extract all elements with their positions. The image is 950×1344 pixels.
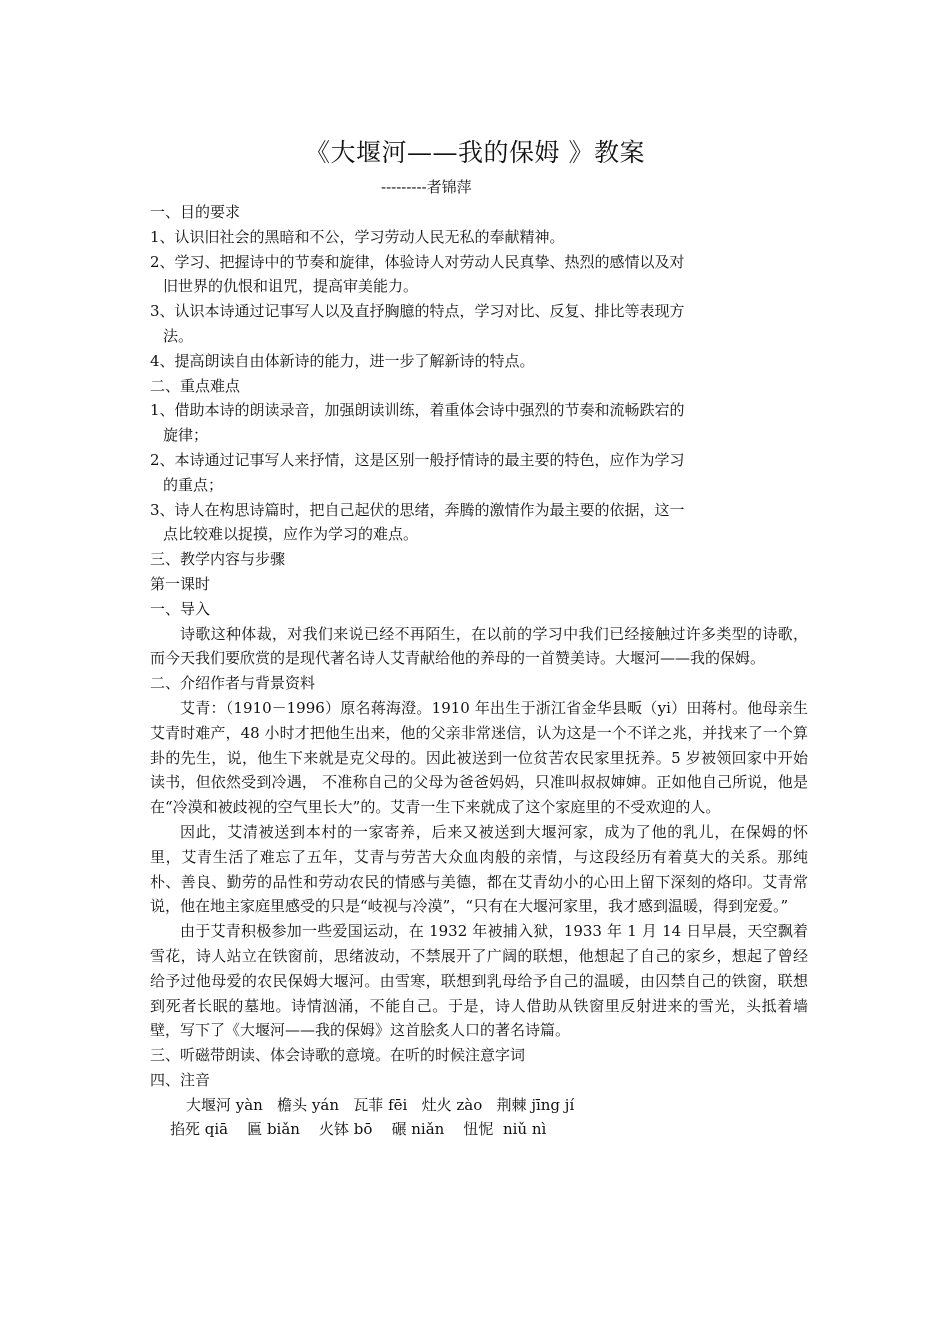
introduction-paragraph: 诗歌这种体裁，对我们来说已经不再陌生，在以前的学习中我们已经接触过许多类型的诗歌，而今天我们要欣赏的是现代著名诗人艾青献给他的养母的一首赞美诗。大堰河——我的保姆。	[150, 624, 808, 668]
key-point-item-2: 2、本诗通过记事写人来抒情，这是区别一般抒情诗的最主要的特色，应作为学习	[150, 450, 685, 469]
section-heading-objectives: 一、目的要求	[150, 203, 241, 221]
objective-item-1: 1、认识旧社会的黑暗和不公，学习劳动人民无私的奉献精神。	[150, 227, 565, 246]
key-point-item-3-cont: 点比较难以捉摸，应作为学习的难点。	[163, 525, 419, 544]
section-heading-teaching-steps: 三、教学内容与步骤	[150, 550, 286, 569]
document-title: 《大堰河——我的保姆 》教案	[305, 138, 645, 167]
section-heading-key-points: 二、重点难点	[150, 376, 241, 395]
step-heading-listening: 三、听磁带朗读、体会诗歌的意境。在听的时候注意字词	[150, 1046, 526, 1065]
document-author: ---------者锦萍	[381, 178, 472, 196]
step-heading-author-background: 二、介绍作者与背景资料	[150, 674, 316, 693]
key-point-item-1: 1、借助本诗的朗读录音，加强朗读训练，着重体会诗中强烈的节奏和流畅跌宕的	[150, 401, 685, 420]
step-heading-introduction: 一、导入	[150, 599, 211, 618]
lesson-label: 第一课时	[150, 574, 211, 593]
objective-item-2-cont: 旧世界的仇恨和诅咒，提高审美能力。	[163, 277, 419, 296]
document-body	[150, 200, 808, 1142]
objective-item-3-cont: 法。	[163, 326, 194, 345]
objective-item-4: 4、提高朗读自由体新诗的能力，进一步了解新诗的特点。	[150, 351, 535, 370]
key-point-item-3: 3、诗人在构思诗篇时，把自己起伏的思绪，奔腾的激情作为最主要的依据，这一	[150, 500, 685, 519]
pinyin-line-2: 掐死 qiā 匾 biǎn 火钵 bō 碾 niǎn 忸怩 niǔ nì	[170, 1120, 547, 1139]
key-point-item-2-cont: 的重点；	[163, 475, 224, 494]
objective-item-2: 2、学习、把握诗中的节奏和旋律，体验诗人对劳动人民真挚、热烈的感情以及对	[150, 252, 685, 271]
background-paragraph-3: 由于艾青积极参加一些爱国运动，在 1932 年被捕入狱，1933 年 1 月 14 日早晨，天空飘着雪花，诗人站立在铁窗前，思绪波动，不禁展开了广阔的联想，他想起了自己的家乡，想起了曾经给予过他母爱的农民保姆大堰河。由雪寒，联想到乳母给予自己的温暖，由囚禁自己的铁窗，联想到死者长眠的墓地。诗情汹涌，不能自己。于是，诗人借助从铁窗里反射进来的雪光，头抵着墙壁，写下了《大堰河——我的保姆》这首脍炙人口的著名诗篇。	[150, 922, 808, 1040]
objective-item-3: 3、认识本诗通过记事写人以及直抒胸臆的特点，学习对比、反复、排比等表现方	[150, 302, 685, 321]
background-paragraph-2: 因此，艾清被送到本村的一家寄养，后来又被送到大堰河家，成为了他的乳儿，在保姆的怀里，艾青生活了难忘了五年，艾青与劳苦大众血肉般的亲情，与这段经历有着莫大的关系。那纯朴、善良、勤劳的品性和劳动农民的情感与美德，都在艾青幼小的心田上留下深刻的烙印。艾青常说，他在地主家庭里感受的只是“岐视与冷漠”，“只有在大堰河家里，我才感到温暖，得到宠爱。”	[150, 822, 808, 916]
pinyin-line-1: 大堰河 yàn 檐头 yán 瓦菲 fēi 灶火 zào 荆棘 jīng jí	[186, 1095, 575, 1114]
step-heading-pronunciation: 四、注音	[150, 1070, 211, 1089]
background-paragraph-1: 艾青：（1910－1996）原名蒋海澄。1910 年出生于浙江省金华县畈（yi）田蒋村。他母亲生艾青时难产，48 小时才把他生出来，他的父亲非常迷信，认为这是一个不详之兆，并找来了一个算卦的先生，说，他生下来就是克父母的。因此被送到一位贫苦农民家里抚养。5 岁被领回家中开始读书，但依然受到冷遇， 不准称自己的父母为爸爸妈妈，只准叫叔叔婶婶。正如他自己所说，他是在“冷漠和被歧视的空气里长大”的。艾青一生下来就成了这个家庭里的不受欢迎的人。	[150, 698, 808, 817]
key-point-item-1-cont: 旋律；	[163, 426, 209, 445]
